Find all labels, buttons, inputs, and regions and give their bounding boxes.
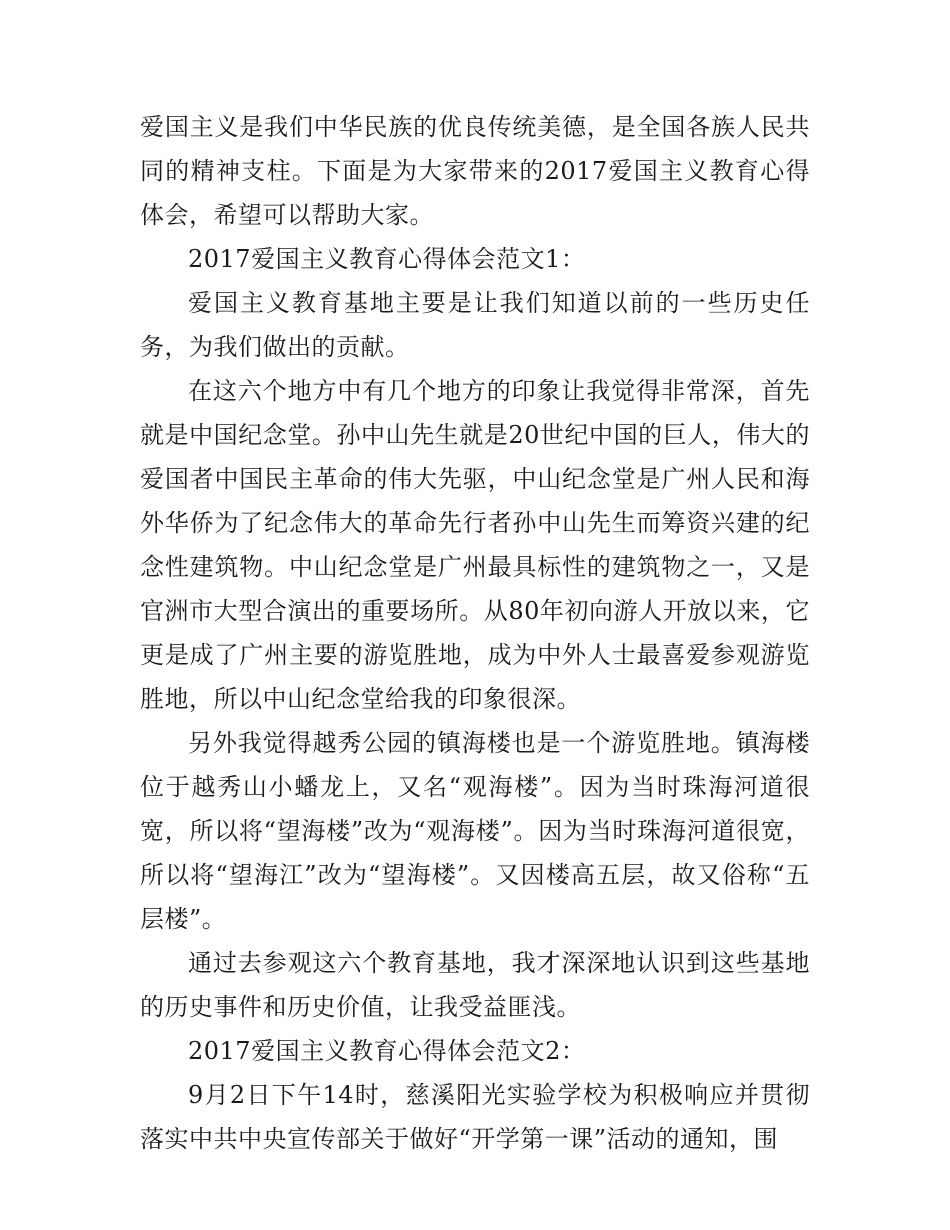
- body-paragraph: 爱国主义教育基地主要是让我们知道以前的一些历史任务，为我们做出的贡献。: [140, 289, 810, 361]
- body-paragraph: 通过去参观这六个教育基地，我才深深地认识到这些基地的历史事件和历史价值，让我受益匪浅。: [140, 949, 810, 1021]
- body-paragraph: 另外我觉得越秀公园的镇海楼也是一个游览胜地。镇海楼位于越秀山小蟠龙上，又名“观海楼”。因为当时珠海河道很宽，所以将“望海楼”改为“观海楼”。因为当时珠海河道很宽，所以将“望海江”改为“望海楼”。又因楼高五层，故又俗称“五层楼”。: [140, 729, 810, 933]
- body-paragraph: 9月2日下午14时，慈溪阳光实验学校为积极响应并贯彻落实中共中央宣传部关于做好“开学第一课”活动的通知，围: [140, 1081, 810, 1153]
- body-paragraph: 在这六个地方中有几个地方的印象让我觉得非常深，首先就是中国纪念堂。孙中山先生就是20世纪中国的巨人，伟大的爱国者中国民主革命的伟大先驱，中山纪念堂是广州人民和海外华侨为了纪念伟大的革命先行者孙中山先生而筹资兴建的纪念性建筑物。中山纪念堂是广州最具标性的建筑物之一，又是官洲市大型合演出的重要场所。从80年初向游人开放以来，它更是成了广州主要的游览胜地，成为中外人士最喜爱参观游览胜地，所以中山纪念堂给我的印象很深。: [140, 377, 810, 713]
- intro-paragraph: 爱国主义是我们中华民族的优良传统美德，是全国各族人民共同的精神支柱。下面是为大家带来的2017爱国主义教育心得体会，希望可以帮助大家。: [140, 113, 810, 229]
- section-heading-1: 2017爱国主义教育心得体会范文1：: [188, 245, 586, 273]
- section-heading-2: 2017爱国主义教育心得体会范文2：: [188, 1037, 586, 1065]
- document-page: [140, 105, 810, 1161]
